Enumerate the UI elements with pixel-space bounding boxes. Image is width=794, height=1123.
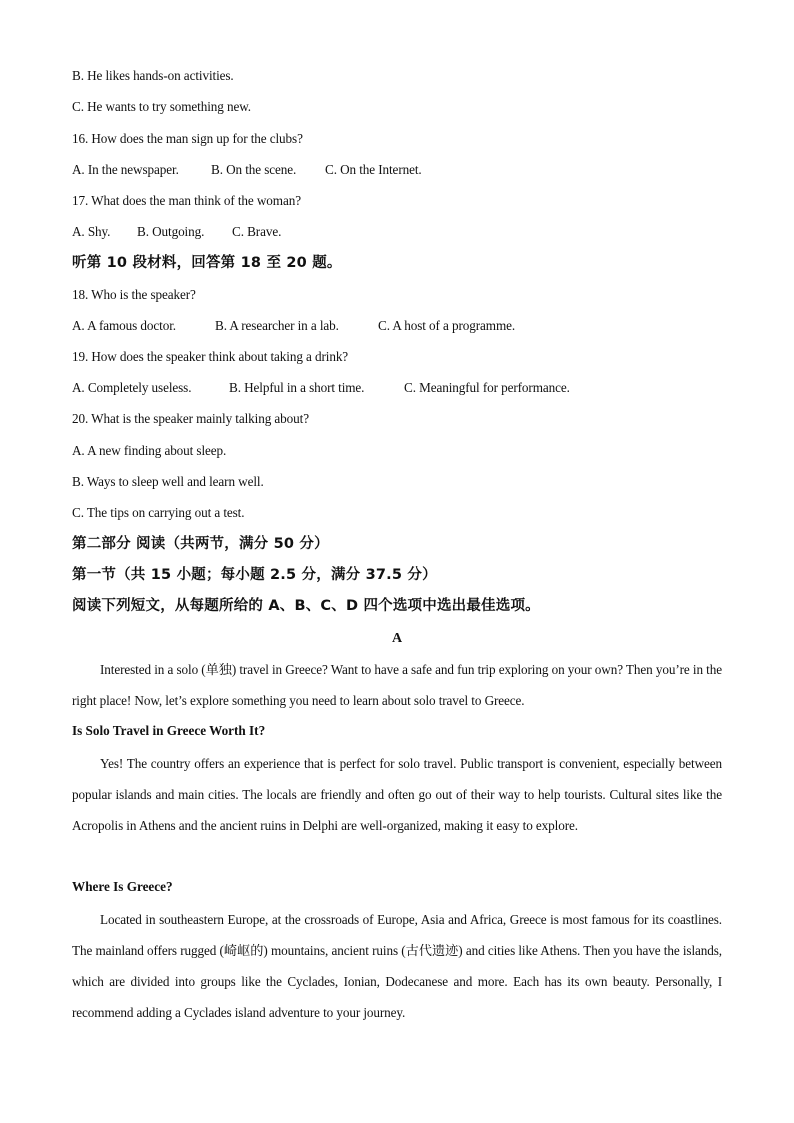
- q19-option-b: B. Helpful in a short time.: [229, 380, 365, 395]
- q19-option-a: A. Completely useless.: [72, 380, 192, 395]
- q15-option-c: C. He wants to try something new.: [72, 99, 251, 114]
- q19-options: [72, 380, 570, 396]
- q16-option-a: A. In the newspaper.: [72, 162, 179, 177]
- q16-option-b: B. On the scene.: [211, 162, 297, 177]
- q20-option-c: C. The tips on carrying out a test.: [72, 505, 245, 520]
- subheading-where-is-greece: Where Is Greece?: [72, 879, 173, 894]
- q17-option-c: C. Brave.: [232, 224, 282, 239]
- intro-paragraph: Interested in a solo (单独) travel in Greece? Want to have a safe and fun trip exploring on your own? Then you’re in the right place! Now, let’s explore something you need to learn about solo travel to Greece.: [72, 662, 722, 708]
- q17-question: 17. What does the man think of the woman?: [72, 193, 301, 208]
- q20-option-a: A. A new finding about sleep.: [72, 443, 227, 458]
- part-2-heading: 第二部分 阅读（共两节，满分 50 分）: [72, 536, 329, 552]
- q19-option-c: C. Meaningful for performance.: [404, 380, 570, 395]
- q15-option-b: B. He likes hands-on activities.: [72, 68, 234, 83]
- section-10-heading: 听第 10 段材料，回答第 18 至 20 题。: [72, 255, 342, 271]
- q16-options: [72, 162, 422, 178]
- q20-question: 20. What is the speaker mainly talking about?: [72, 411, 309, 426]
- q18-question: 18. Who is the speaker?: [72, 287, 196, 302]
- q17-option-a: A. Shy.: [72, 224, 111, 239]
- q17-options: [72, 224, 281, 240]
- passage-letter: A: [391, 631, 403, 646]
- paragraph-worth-it: Yes! The country offers an experience that is perfect for solo travel. Public transport is convenient, especially between popular islands and main cities. The locals are friendly and often go out of their way to help tourists. Cultural sites like the Acropolis in Athens and the ancient ruins in Delphi are well-organized, making it easy to explore.: [72, 756, 722, 833]
- q18-option-b: B. A researcher in a lab.: [215, 318, 339, 333]
- q18-option-a: A. A famous doctor.: [72, 318, 176, 333]
- q19-question: 19. How does the speaker think about taking a drink?: [72, 349, 349, 364]
- subheading-worth-it: Is Solo Travel in Greece Worth It?: [72, 723, 266, 738]
- q20-option-b: B. Ways to sleep well and learn well.: [72, 474, 264, 489]
- q17-option-b: B. Outgoing.: [137, 224, 205, 239]
- q16-question: 16. How does the man sign up for the clubs?: [72, 131, 303, 146]
- q16-option-c: C. On the Internet.: [325, 162, 422, 177]
- paragraph-where-is-greece: Located in southeastern Europe, at the crossroads of Europe, Asia and Africa, Greece is most famous for its coastlines. The mainland offers rugged (崎岖的) mountains, ancient ruins (古代遗迹) and cities like Athens. Then you have the islands, which are divided into groups like the Cyclades, Ionian, Dodecanese and more. Each has its own beauty. Personally, I recommend adding a Cyclades island adventure to your journey.: [72, 912, 722, 1020]
- section-1-heading: 第一节（共 15 小题；每小题 2.5 分，满分 37.5 分）: [72, 567, 437, 583]
- q18-option-c: C. A host of a programme.: [378, 318, 516, 333]
- q18-options: [72, 318, 515, 334]
- reading-instruction: 阅读下列短文，从每题所给的 A、B、C、D 四个选项中选出最佳选项。: [72, 598, 540, 614]
